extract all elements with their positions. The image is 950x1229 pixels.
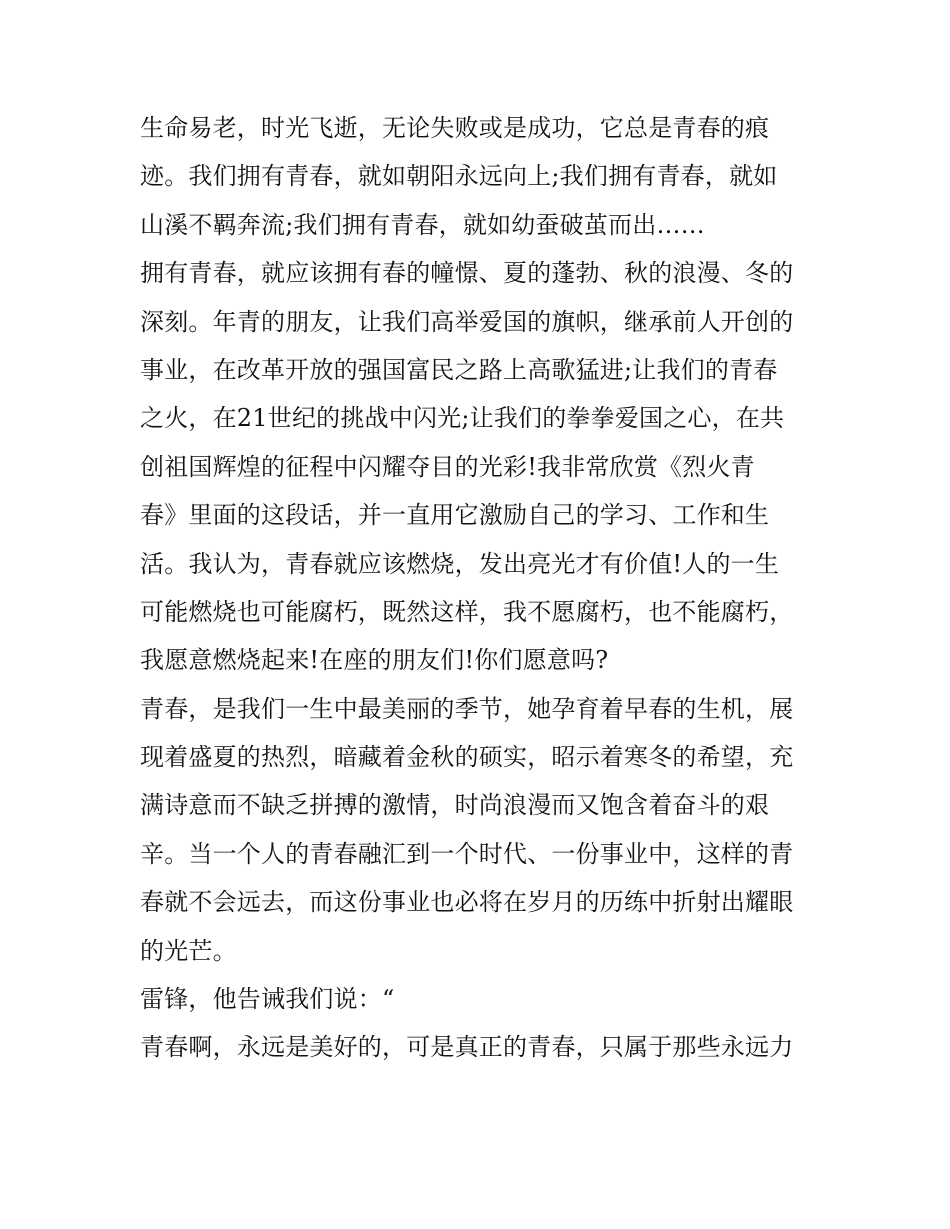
text-line: 迹。我们拥有青春，就如朝阳永远向上;我们拥有青春，就如	[140, 162, 778, 191]
text-line: 生命易老，时光飞逝，无论失败或是成功，它总是青春的痕	[140, 114, 770, 142]
text-line: 现着盛夏的热烈，暗藏着金秋的硕实，昭示着寒冬的希望，充	[140, 743, 794, 772]
text-line: 拥有青春，就应该拥有春的幢憬、夏的蓬勃、秋的浪漫、冬的	[140, 259, 794, 288]
text-line: 深刻。年青的朋友，让我们高举爱国的旗帜，继承前人开创的	[140, 307, 794, 336]
text-line: 雷锋，他告诫我们说：“	[140, 985, 395, 1014]
text-line: 事业，在改革开放的强国富民之路上高歌猛进;让我们的青春	[140, 355, 778, 384]
text-line: 春就不会远去，而这份事业也必将在岁月的历练中折射出耀眼	[140, 888, 794, 917]
text-line: 青春啊，永远是美好的，可是真正的青春，只属于那些永远力	[140, 1033, 794, 1062]
text-line: 之火，在21世纪的挑战中闪光;让我们的拳拳爱国之心，在共	[140, 404, 785, 433]
document-body	[140, 104, 820, 1072]
text-line: 活。我认为，青春就应该燃烧，发出亮光才有价值!人的一生	[140, 549, 780, 578]
text-line: 的光芒。	[140, 936, 237, 965]
text-line: 辛。当一个人的青春融汇到一个时代、一份事业中，这样的青	[140, 839, 794, 868]
text-line: 春》里面的这段话，并一直用它激励自己的学习、工作和生	[140, 501, 770, 530]
text-line: 创祖国辉煌的征程中闪耀夺目的光彩!我非常欣赏《烈火青	[140, 452, 755, 481]
text-line: 满诗意而不缺乏拼搏的激情，时尚浪漫而又饱含着奋斗的艰	[140, 791, 770, 820]
text-line: 山溪不羁奔流;我们拥有青春，就如幼蚕破茧而出……	[140, 210, 705, 239]
text-line: 我愿意燃烧起来!在座的朋友们!你们愿意吗?	[140, 646, 609, 675]
text-line: 可能燃烧也可能腐朽，既然这样，我不愿腐朽，也不能腐朽，	[140, 597, 794, 626]
text-line: 青春，是我们一生中最美丽的季节，她孕育着早春的生机，展	[140, 694, 794, 723]
